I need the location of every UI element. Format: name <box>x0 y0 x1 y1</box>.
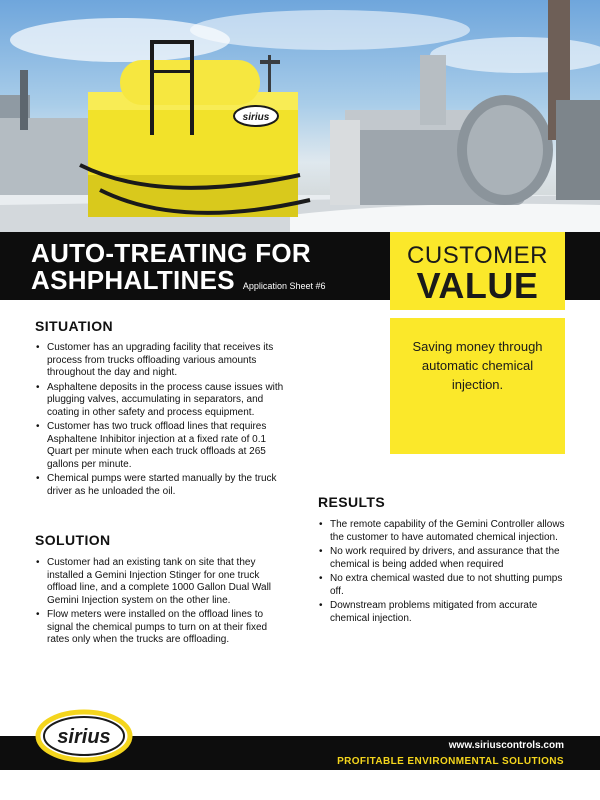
list-item: • Flow meters were installed on the offload lines to signal the chemical pumps to turn on at their fixed rates only when the trucks are offloading. <box>33 609 285 647</box>
list-item: • Downstream problems mitigated from accurate chemical injection. <box>316 600 566 625</box>
list-item: • Chemical pumps were started manually by the truck driver as he unloaded the oil. <box>33 473 285 498</box>
customer-value-heading <box>390 244 565 304</box>
situation-list <box>33 342 285 500</box>
customer-value-box <box>390 232 565 454</box>
list-item: • The remote capability of the Gemini Controller allows the customer to have automated chemical injection. <box>316 519 566 544</box>
title-line-1: AUTO-TREATING FOR <box>31 238 312 268</box>
results-heading: RESULTS <box>318 494 386 510</box>
sirius-logo <box>35 708 133 764</box>
tank-logo-text: sirius <box>242 112 270 123</box>
page-title <box>31 240 325 300</box>
list-item: • Customer has an upgrading facility that receives its process from trucks offloading various amounts throughout the day and night. <box>33 342 285 380</box>
solution-heading: SOLUTION <box>35 532 111 548</box>
application-sheet-label: Application Sheet #6 <box>242 281 326 291</box>
list-item: • Customer had an existing tank on site that they installed a Gemini Injection Stinger for one truck offload line, and a complete 1000 Gallon Dual Wall Gemini Injection system on the other line. <box>33 557 285 607</box>
hero-photo <box>0 0 600 232</box>
industrial-site-illustration <box>0 0 600 232</box>
situation-heading: SITUATION <box>35 318 114 334</box>
list-item: • No work required by drivers, and assurance that the chemical is being added when required <box>316 546 566 571</box>
customer-value-line-2: VALUE <box>416 265 539 306</box>
list-item: • No extra chemical wasted due to not shutting pumps off. <box>316 573 566 598</box>
tank-logo-icon <box>232 104 280 128</box>
tagline: PROFITABLE ENVIRONMENTAL SOLUTIONS <box>337 756 564 767</box>
solution-list <box>33 557 285 649</box>
logo-text: sirius <box>57 726 111 748</box>
customer-value-text: Saving money through automatic chemical injection. <box>412 339 543 392</box>
website-link[interactable]: www.siriuscontrols.com <box>448 740 564 751</box>
customer-value-divider <box>390 310 565 318</box>
list-item: • Asphaltene deposits in the process cause issues with plugging valves, accumulating in separators, and coating in other safety and process equipment. <box>33 382 285 420</box>
customer-value-line-1: CUSTOMER <box>407 242 548 269</box>
title-line-2: ASHPHALTINES <box>31 265 235 295</box>
list-item: • Customer has two truck offload lines that requires Asphaltene Inhibitor injection at a fixed rate of 0.1 Quart per minute when each truck offloads at 265 gallons per minute. <box>33 421 285 471</box>
results-list <box>316 519 566 627</box>
